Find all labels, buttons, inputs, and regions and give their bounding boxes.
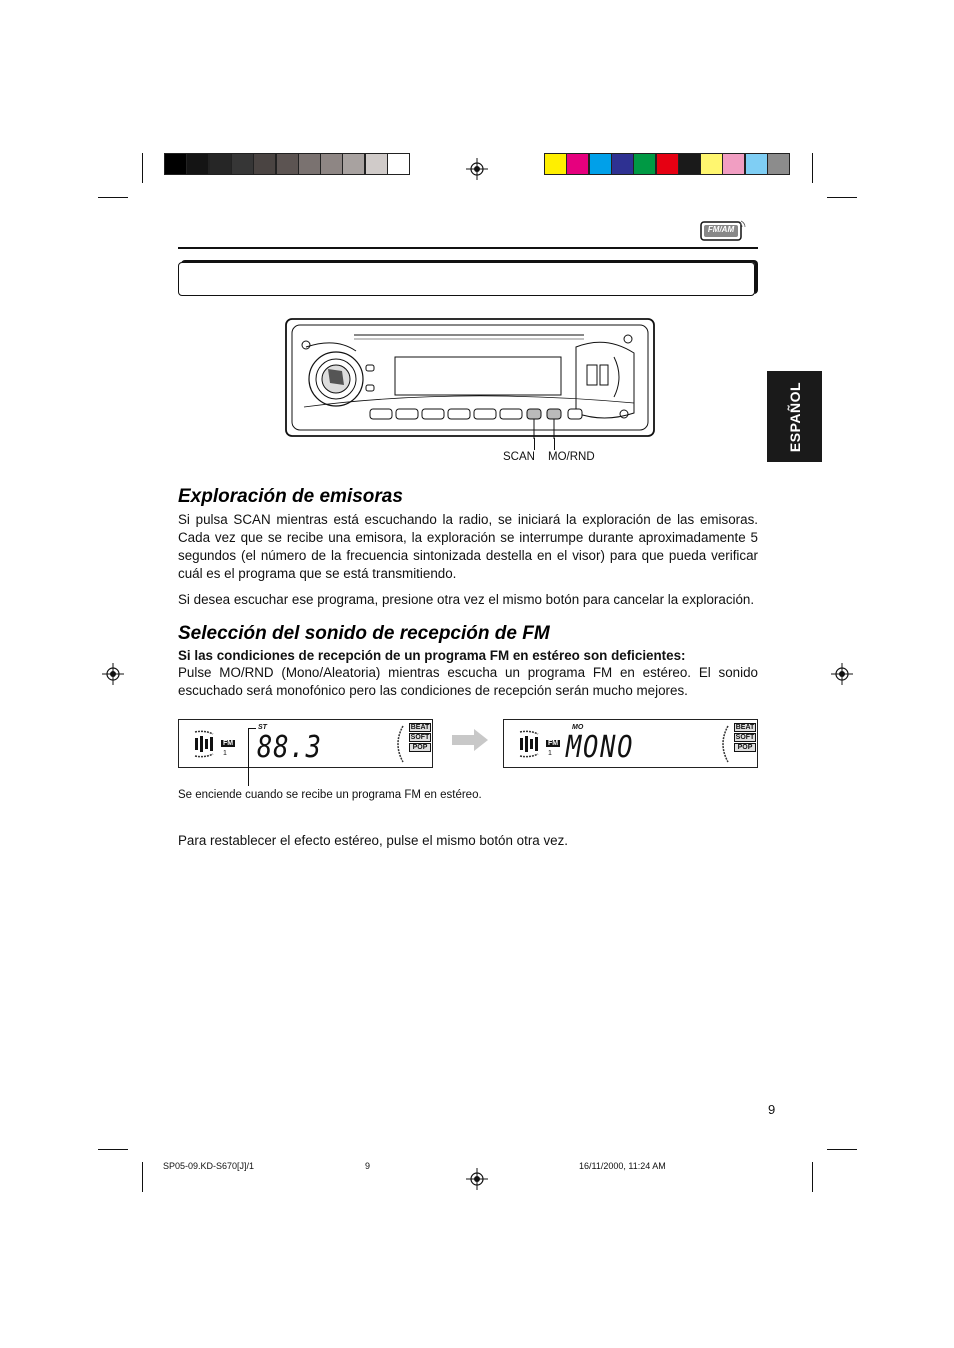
- crop-mark: [142, 153, 143, 183]
- section-title-box: [178, 262, 755, 296]
- sound-mode-list: [734, 723, 756, 752]
- registration-mark-icon: [466, 158, 488, 180]
- mornd-callout-label: MO/RND: [548, 451, 595, 463]
- sound-mode-list: [409, 723, 431, 752]
- color-swatch: [544, 153, 567, 175]
- color-swatch: [633, 153, 656, 175]
- right-arrow-icon: [450, 727, 490, 753]
- color-swatch: [186, 153, 209, 175]
- band-indicator: FM: [223, 740, 234, 747]
- fm-am-badge: [699, 219, 747, 243]
- display-stereo: [178, 719, 433, 768]
- footer-date: 16/11/2000, 11:24 AM: [579, 1161, 666, 1171]
- section-heading-scan: Exploración de emisoras: [178, 486, 403, 507]
- sound-mode-soft: SOFT: [735, 734, 755, 741]
- registration-mark-icon: [466, 1168, 488, 1190]
- band-indicator: FM: [548, 740, 559, 747]
- mornd-callout-line: [554, 438, 555, 450]
- color-swatch: [700, 153, 723, 175]
- display-mono: [503, 719, 758, 768]
- crop-mark: [98, 197, 128, 198]
- color-swatch: [253, 153, 276, 175]
- mono-readout: MONO: [566, 730, 635, 765]
- color-swatch: [365, 153, 388, 175]
- scan-callout-label: SCAN: [503, 451, 535, 463]
- color-swatch: [745, 153, 768, 175]
- restore-paragraph: Para restablecer el efecto estéreo, pulse el mismo botón otra vez.: [178, 833, 569, 848]
- color-swatch: [611, 153, 634, 175]
- preset-indicator: 1: [548, 750, 552, 757]
- sound-mode-beat: BEAT: [410, 724, 430, 731]
- header-rule: [178, 247, 758, 249]
- level-meter-icon: [518, 728, 542, 760]
- color-swatch: [276, 153, 299, 175]
- color-swatch: [566, 153, 589, 175]
- crop-mark: [812, 153, 813, 183]
- color-swatch: [298, 153, 321, 175]
- color-swatch: [387, 153, 410, 175]
- scan-callout-line: [534, 438, 535, 450]
- color-swatch: [164, 153, 187, 175]
- registration-mark-icon: [102, 663, 124, 685]
- footer-page: 9: [365, 1161, 371, 1171]
- crop-mark: [98, 1149, 128, 1150]
- scan-paragraph-1: Si pulsa SCAN mientras está escuchando la radio, se iniciará la exploración de las emisoras. Cada vez que se recibe una emisora, la exploración se interrumpe durante aproximadamente 5 segundos (el número de la frecuencia sintonizada destella en el visor) para que pueda verificar cuál es el programa que se está transmitiendo.: [178, 512, 758, 581]
- language-tab: [767, 371, 822, 462]
- scan-paragraph-2: Si desea escuchar ese programa, presione otra vez el mismo botón para cancelar la exploración.: [178, 592, 755, 607]
- preset-indicator: 1: [223, 750, 227, 757]
- fm-subheading: Si las condiciones de recepción de un programa FM en estéreo son deficientes:: [178, 648, 686, 663]
- level-meter-icon: [193, 728, 217, 760]
- stereo-caption: Se enciende cuando se recibe un programa FM en estéreo.: [178, 789, 482, 801]
- color-swatch: [231, 153, 254, 175]
- mono-indicator: MO: [572, 724, 584, 731]
- mode-bracket-icon: [718, 724, 730, 764]
- language-tab-label: ESPAÑOL: [786, 381, 803, 452]
- stereo-callout-line-top: [248, 728, 256, 729]
- registration-mark-icon: [831, 663, 853, 685]
- crop-mark: [827, 1149, 857, 1150]
- color-swatch: [656, 153, 679, 175]
- sound-mode-soft: SOFT: [410, 734, 430, 741]
- stereo-callout-line: [248, 728, 249, 786]
- color-swatch: [209, 153, 232, 175]
- color-swatch: [678, 153, 701, 175]
- crop-mark: [812, 1162, 813, 1192]
- sound-mode-pop: POP: [409, 743, 431, 752]
- stereo-panel-illustration: [284, 317, 656, 439]
- stereo-indicator: ST: [258, 724, 267, 731]
- mode-bracket-icon: [393, 724, 405, 764]
- section-heading-fm-sound: Selección del sonido de recepción de FM: [178, 623, 550, 644]
- badge-label: FM/AM: [707, 225, 735, 234]
- fm-paragraph: Pulse MO/RND (Mono/Aleatoria) mientras escucha un programa FM en estéreo. El sonido escuchado será monofónico pero las condiciones de recepción serán mucho mejores.: [178, 665, 758, 698]
- frequency-readout: 88.3: [257, 730, 322, 765]
- color-swatch: [589, 153, 612, 175]
- color-swatch: [342, 153, 365, 175]
- color-swatch: [767, 153, 790, 175]
- crop-mark: [142, 1162, 143, 1192]
- footer-file: SP05-09.KD-S670[J]/1: [163, 1161, 255, 1171]
- sound-mode-pop: POP: [734, 743, 756, 752]
- color-swatch: [722, 153, 745, 175]
- page-number: 9: [768, 1102, 776, 1117]
- crop-mark: [827, 197, 857, 198]
- color-swatch: [320, 153, 343, 175]
- sound-mode-beat: BEAT: [735, 724, 755, 731]
